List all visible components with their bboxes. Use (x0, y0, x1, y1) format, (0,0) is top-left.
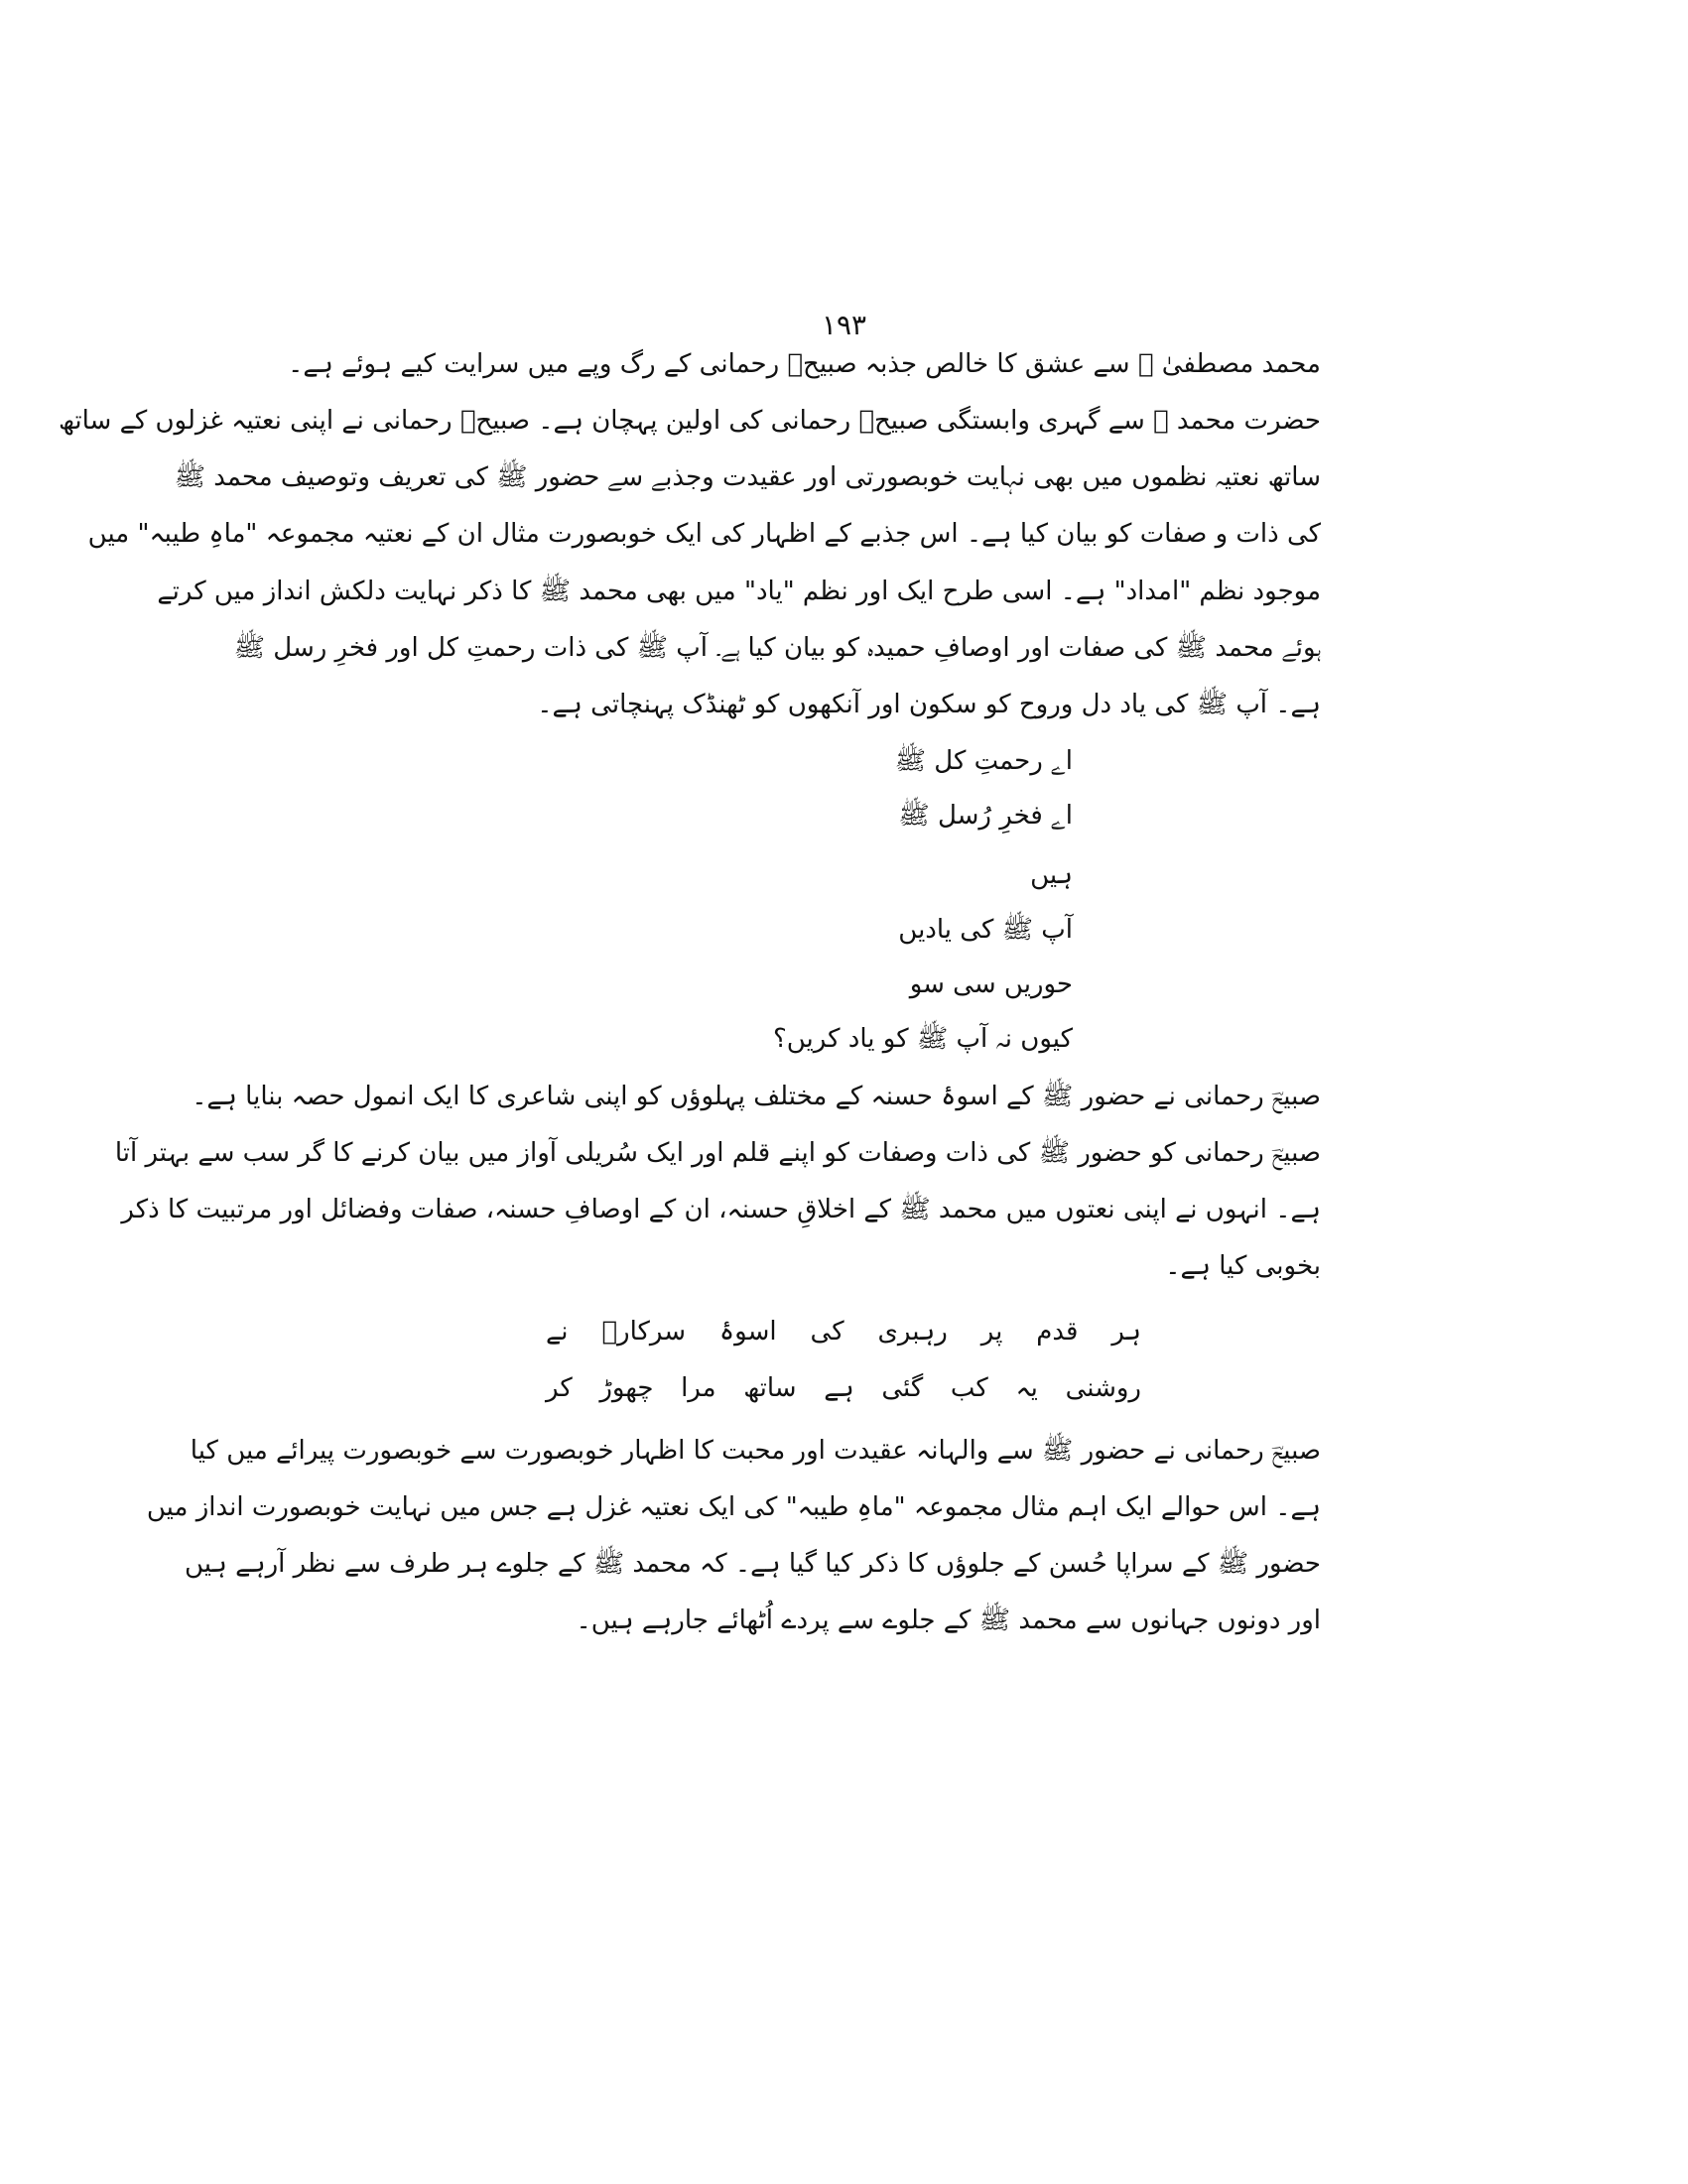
poem-line: حوریں سی سو (909, 969, 1073, 999)
poem-line: اے رحمتِ کل ﷺ (894, 746, 1073, 776)
text-line: حضرت محمد ﷺ سے گہری وابستگی صبیحؔ رحمانی کی اولین پہچان ہے۔ صبیحؔ رحمانی نے اپنی نعتیہ غزلوں کے ساتھ (58, 406, 1321, 436)
text-line: صبیحؔ رحمانی کو حضور ﷺ کی ذات وصفات کو اپنے قلم اور ایک سُریلی آواز میں بیان کرنے کا گر سب سے بہتر آتا (114, 1138, 1321, 1168)
text-line: صبیحؔ رحمانی نے حضور ﷺ سے والہانہ عقیدت اور محبت کا اظہار خوبصورت سے خوبصورت پیرائے میں کیا (190, 1436, 1321, 1466)
text-line: موجود نظم "امداد" ہے۔ اسی طرح ایک اور نظم "یاد" میں بھی محمد ﷺ کا ذکر نہایت دلکش انداز میں کرتے (157, 577, 1321, 606)
text-line: ہوئے محمد ﷺ کی صفات اور اوصافِ حمیدہ کو بیان کیا ہے۔ آپ ﷺ کی ذات رحمتِ کل اور فخرِ رسل ﷺ (233, 633, 1321, 663)
text-line: بخوبی کیا ہے۔ (1165, 1251, 1321, 1281)
text-line: ہے۔ آپ ﷺ کی یاد دل وروح کو سکون اور آنکھوں کو ٹھنڈک پہنچاتی ہے۔ (537, 690, 1321, 719)
page-number: ۱۹۳ (821, 309, 867, 341)
poem-line: آپ ﷺ کی یادیں (898, 915, 1073, 945)
couplet-line: روشنی یہ کب گئی ہے ساتھ مرا چھوڑ کر (546, 1373, 1141, 1403)
couplet-line: ہر قدم پر رہبری کی اسوۂ سرکارؐ نے (546, 1317, 1141, 1347)
text-line: کی ذات و صفات کو بیان کیا ہے۔ اس جذبے کے اظہار کی ایک خوبصورت مثال ان کے نعتیہ مجموعہ "ماہِ طیبہ" میں (87, 519, 1321, 549)
text-line: اور دونوں جہانوں سے محمد ﷺ کے جلوے سے پردے اُٹھائے جارہے ہیں۔ (576, 1606, 1321, 1635)
poem-line: اے فخرِ رُسل ﷺ (898, 801, 1073, 831)
text-line: ساتھ نعتیہ نظموں میں بھی نہایت خوبصورتی اور عقیدت وجذبے سے حضور ﷺ کی تعریف وتوصیف محمد ﷺ (174, 462, 1321, 492)
text-line: صبیحؔ رحمانی نے حضور ﷺ کے اسوۂ حسنہ کے مختلف پہلوؤں کو اپنی شاعری کا ایک انمول حصہ بنایا ہے۔ (192, 1082, 1321, 1111)
poem-line: ہیں (1030, 860, 1073, 890)
text-line: ہے۔ اس حوالے ایک اہم مثال مجموعہ "ماہِ طیبہ" کی ایک نعتیہ غزل ہے جس میں نہایت خوبصورت انداز میں (146, 1492, 1321, 1522)
text-line: ہے۔ انہوں نے اپنی نعتوں میں محمد ﷺ کے اخلاقِ حسنہ، ان کے اوصافِ حسنہ، صفات وفضائل اور مرتبیت کا ذکر (121, 1195, 1321, 1224)
text-line: حضور ﷺ کے سراپا حُسن کے جلوؤں کا ذکر کیا گیا ہے۔ کہ محمد ﷺ کے جلوے ہر طرف سے نظر آرہے ہیں (185, 1549, 1321, 1579)
poem-line: کیوں نہ آپ ﷺ کو یاد کریں؟ (772, 1024, 1073, 1054)
text-line: محمد مصطفیٰ ﷺ سے عشق کا خالص جذبہ صبیحؔ رحمانی کے رگ وپے میں سرایت کیے ہوئے ہے۔ (288, 349, 1321, 379)
